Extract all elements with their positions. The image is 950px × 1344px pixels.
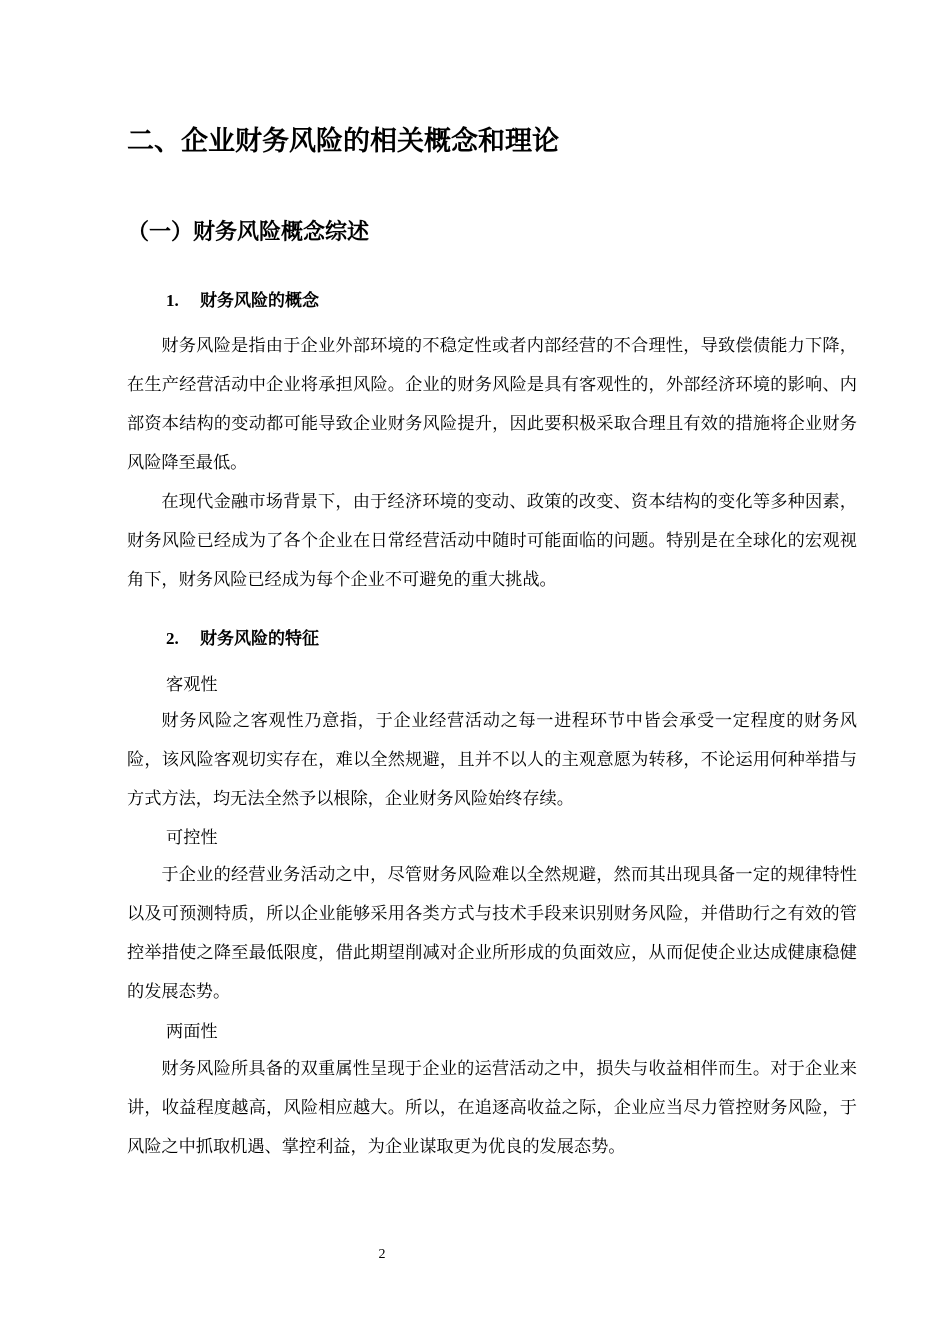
paragraph: 财务风险是指由于企业外部环境的不稳定性或者内部经营的不合理性，导致偿债能力下降，在生产经营活动中企业将承担风险。企业的财务风险是具有客观性的，外部经济环境的影响、内部资本结构的变动都可能导致企业财务风险提升，因此要积极采取合理且有效的措施将企业财务风险降至最低。 <box>127 336 857 473</box>
feature-label: 两面性 <box>166 1022 218 1042</box>
feature-label: 客观性 <box>166 675 218 695</box>
paragraph: 财务风险之客观性乃意指，于企业经营活动之每一进程环节中皆会承受一定程度的财务风险，该风险客观切实存在，难以全然规避，且并不以人的主观意愿为转移，不论运用何种举措与方式方法，均无法全然予以根除，企业财务风险始终存续。 <box>127 711 857 809</box>
page-number: 2 <box>378 1247 386 1262</box>
paragraph: 于企业的经营业务活动之中，尽管财务风险难以全然规避，然而其出现具备一定的规律特性以及可预测特质，所以企业能够采用各类方式与技术手段来识别财务风险，并借助行之有效的管控举措使之降至最低限度，借此期望削减对企业所形成的负面效应，从而促使企业达成健康稳健的发展态势。 <box>127 865 857 1002</box>
subsection-heading-2 <box>166 626 319 652</box>
paragraph: 财务风险所具备的双重属性呈现于企业的运营活动之中，损失与收益相伴而生。对于企业来讲，收益程度越高，风险相应越大。所以，在追逐高收益之际，企业应当尽力管控财务风险，于风险之中抓取机遇、掌控利益，为企业谋取更为优良的发展态势。 <box>127 1059 857 1157</box>
subsection-title: 财务风险的特征 <box>200 629 319 649</box>
subsection-number: 2. <box>166 629 179 648</box>
paragraph: 在现代金融市场背景下，由于经济环境的变动、政策的改变、资本结构的变化等多种因素，财务风险已经成为了各个企业在日常经营活动中随时可能面临的问题。特别是在全球化的宏观视角下，财务风险已经成为每个企业不可避免的重大挑战。 <box>127 492 857 590</box>
subsection-number: 1. <box>166 291 179 310</box>
subsection-heading-1 <box>166 288 319 314</box>
chapter-heading: 二、企业财务风险的相关概念和理论 <box>127 126 559 157</box>
subsection-title: 财务风险的概念 <box>200 291 319 311</box>
feature-label: 可控性 <box>166 828 218 848</box>
section-heading: （一）财务风险概念综述 <box>127 220 370 245</box>
